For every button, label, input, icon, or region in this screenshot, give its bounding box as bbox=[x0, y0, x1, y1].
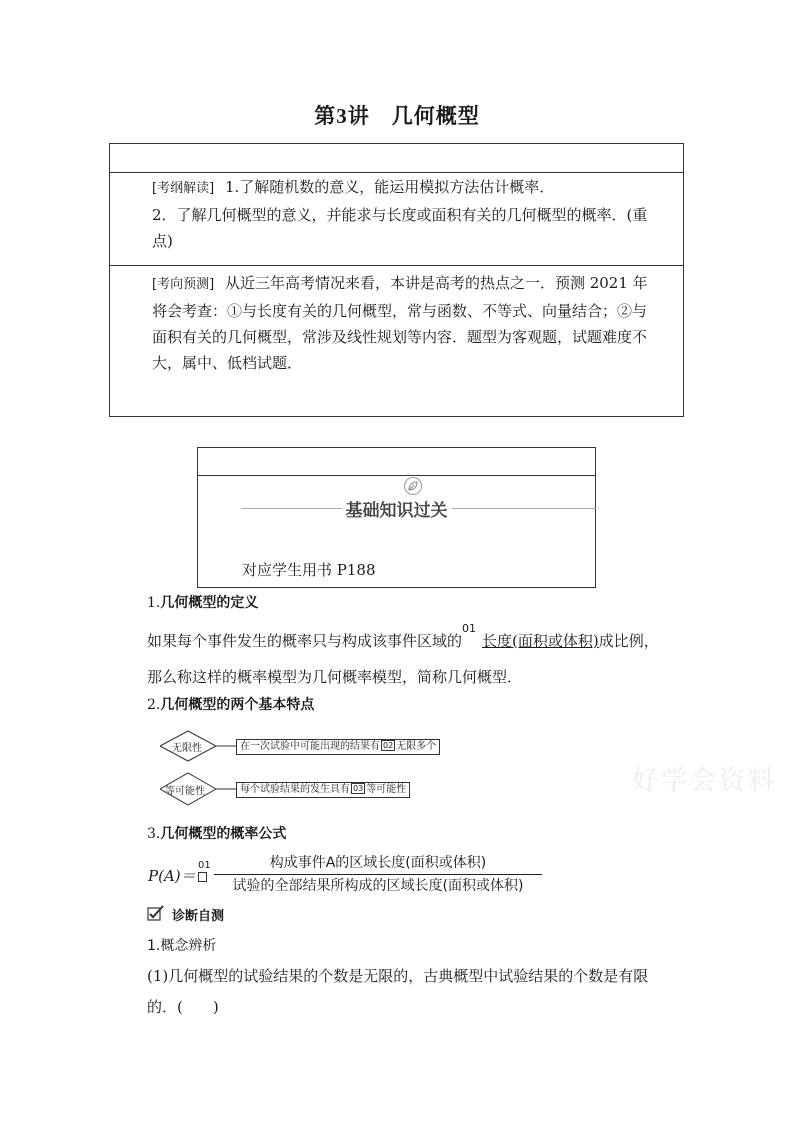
formula-denominator: 试验的全部结果所构成的区域长度(面积或体积) bbox=[232, 878, 524, 894]
watermark: 好学会资料 bbox=[632, 766, 778, 796]
self-test-label: 诊断自测 bbox=[172, 909, 225, 924]
probability-formula bbox=[148, 852, 568, 898]
formula-mark: 01 bbox=[198, 860, 211, 871]
checkmark-pen-icon bbox=[147, 905, 165, 921]
section-banner bbox=[197, 447, 596, 588]
interpretation-tag: [考纲解读] bbox=[152, 181, 215, 196]
feature1-label: 无限性 bbox=[172, 743, 202, 754]
syllabus-header-row bbox=[110, 144, 683, 173]
banner-heading: 基础知识过关 bbox=[198, 496, 595, 521]
feature2-mark: 03 bbox=[353, 784, 364, 793]
section1-title: 1.几何概型的定义 bbox=[147, 595, 259, 611]
forecast-line2: 将会考查：①与长度有关的几何概型，常与函数、不等式、向量结合；②与 bbox=[152, 302, 648, 320]
forecast-line1: [考向预测] 从近三年高考情况来看，本讲是高考的热点之一．预测 2021 年 bbox=[152, 274, 648, 292]
forecast-tag: [考向预测] bbox=[152, 277, 215, 292]
concept-item1-line1: (1)几何概型的试验结果的个数是无限的，古典概型中试验结果的个数是有限 bbox=[147, 967, 649, 985]
feature2-box: 每个试验结果的发生具有 03 等可能性 bbox=[236, 782, 410, 798]
forecast-line4: 大，属中、低档试题． bbox=[152, 354, 303, 372]
feature1-box: 在一次试验中可能出现的结果有 02 无限多个 bbox=[236, 739, 440, 755]
title-prefix: 第 bbox=[314, 103, 337, 128]
leaf-emblem-icon bbox=[404, 477, 422, 495]
formula-blank-box bbox=[198, 872, 207, 882]
formula-fraction bbox=[214, 852, 542, 897]
feature1-mark: 02 bbox=[383, 741, 394, 750]
section1-line2: 那么称这样的概率模型为几何概率模型，简称几何概型． bbox=[147, 668, 523, 686]
title-number: 3 bbox=[336, 104, 348, 128]
interpretation-line2: 2．了解几何概型的意义，并能求与长度或面积有关的几何概型的概率．(重 bbox=[152, 206, 648, 224]
forecast-line3: 面积有关的几何概型，常涉及线性规划等内容．题型为客观题，试题难度不 bbox=[152, 328, 648, 346]
concept-title: 1.概念辨析 bbox=[147, 938, 217, 954]
syllabus-forecast-row bbox=[110, 265, 683, 417]
page-title bbox=[0, 100, 794, 130]
concept-item1-line2: 的．( ) bbox=[147, 998, 219, 1016]
section1-line1: 如果每个事件发生的概率只与构成该事件区域的 01 长度(面积或体积)成比例， bbox=[147, 622, 659, 650]
interpretation-line1: [考纲解读] 1.了解随机数的意义，能运用模拟方法估计概率． bbox=[152, 178, 555, 196]
section1-blank-mark: 01 bbox=[462, 622, 477, 635]
title-suffix: 讲 几何概型 bbox=[347, 103, 480, 128]
feature2-label: 等可能性 bbox=[165, 786, 205, 797]
banner-top-row bbox=[198, 448, 595, 476]
section1-blank bbox=[462, 622, 599, 650]
interpretation-line3: 点) bbox=[152, 232, 173, 250]
section1-blank-answer: 长度(面积或体积) bbox=[482, 632, 599, 650]
section2-title: 2.几何概型的两个基本特点 bbox=[147, 697, 315, 713]
section3-title: 3.几何概型的概率公式 bbox=[147, 826, 287, 842]
formula-numerator: 构成事件A的区域长度(面积或体积) bbox=[269, 855, 487, 871]
formula-lhs: P(A)＝ bbox=[148, 867, 196, 885]
syllabus-interpretation-row bbox=[110, 172, 683, 266]
syllabus-box bbox=[109, 143, 684, 417]
banner-reference: 对应学生用书 P188 bbox=[242, 561, 376, 579]
features-diagram bbox=[160, 728, 460, 808]
